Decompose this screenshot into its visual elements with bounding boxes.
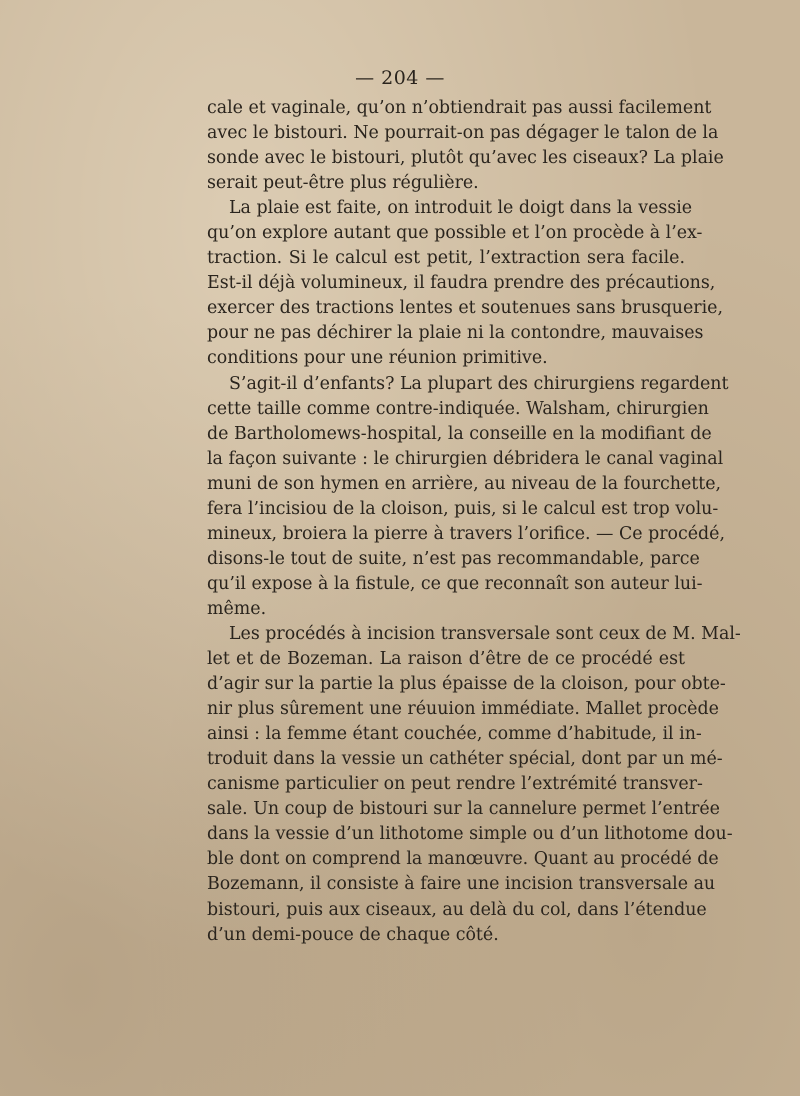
- text-line: Les procédés à incision transversale sont ceux de M. Mal-: [229, 623, 741, 644]
- text-line: la façon suivante : le chirurgien débridera le canal vaginal: [207, 448, 724, 469]
- text-line: ble dont on comprend la manœuvre. Quant au procédé de: [207, 849, 719, 870]
- text-line: sale. Un coup de bistouri sur la cannelure permet l’entrée: [207, 799, 720, 820]
- text-line: conditions pour une réunion primitive.: [207, 348, 548, 369]
- text-line: ainsi : la femme étant couchée, comme d’habitude, il in-: [207, 724, 702, 745]
- body-text: [207, 96, 741, 948]
- text-line: même.: [207, 598, 267, 619]
- text-line: cale et vaginale, qu’on n’obtiendrait pas aussi facilement: [207, 98, 712, 118]
- text-line: avec le bistouri. Ne pourrait-on pas dégager le talon de la: [207, 123, 719, 144]
- text-line: Bozemann, il consiste à faire une incision transversale au: [207, 874, 716, 895]
- text-line: troduit dans la vessie un cathéter spécial, dont par un mé-: [207, 749, 723, 770]
- text-line: muni de son hymen en arrière, au niveau de la fourchette,: [207, 473, 722, 494]
- text-line: fera l’incisiou de la cloison, puis, si le calcul est trop volu-: [207, 498, 719, 519]
- text-line: mineux, broiera la pierre à travers l’orifice. — Ce procédé,: [207, 523, 725, 544]
- text-line: let et de Bozeman. La raison d’être de ce procédé est: [207, 649, 685, 670]
- text-line: La plaie est faite, on introduit le doigt dans la vessie: [229, 198, 693, 219]
- text-line: Est-il déjà volumineux, il faudra prendre des précautions,: [207, 273, 716, 294]
- text-line: traction. Si le calcul est petit, l’extraction sera facile.: [207, 248, 685, 269]
- text-line: exercer des tractions lentes et soutenues sans brusquerie,: [207, 298, 723, 319]
- page-number: — 204 —: [355, 67, 445, 89]
- text-line: sonde avec le bistouri, plutôt qu’avec les ciseaux? La plaie: [207, 148, 724, 169]
- text-line: pour ne pas déchirer la plaie ni la contondre, mauvaises: [207, 323, 704, 344]
- text-line: nir plus sûrement une réuuion immédiate. Mallet procède: [207, 699, 719, 720]
- text-line: S’agit-il d’enfants? La plupart des chirurgiens regardent: [229, 373, 729, 394]
- text-line: d’un demi-pouce de chaque côté.: [207, 924, 499, 945]
- text-line: cette taille comme contre-indiquée. Walsham, chirurgien: [207, 398, 709, 419]
- text-line: qu’il expose à la fistule, ce que reconnaît son auteur lui-: [207, 573, 703, 594]
- text-line: disons-le tout de suite, n’est pas recommandable, parce: [207, 548, 700, 569]
- text-line: bistouri, puis aux ciseaux, au delà du col, dans l’étendue: [207, 899, 707, 920]
- text-line: dans la vessie d’un lithotome simple ou d’un lithotome dou-: [207, 824, 733, 845]
- text-line: de Bartholomews-hospital, la conseille en la modifiant de: [207, 423, 712, 444]
- text-line: qu’on explore autant que possible et l’on procède à l’ex-: [207, 223, 703, 244]
- text-line: d’agir sur la partie la plus épaisse de la cloison, pour obte-: [207, 674, 726, 695]
- text-line: serait peut-être plus régulière.: [207, 173, 479, 194]
- text-line: canisme particulier on peut rendre l’extrémité transver-: [207, 774, 703, 795]
